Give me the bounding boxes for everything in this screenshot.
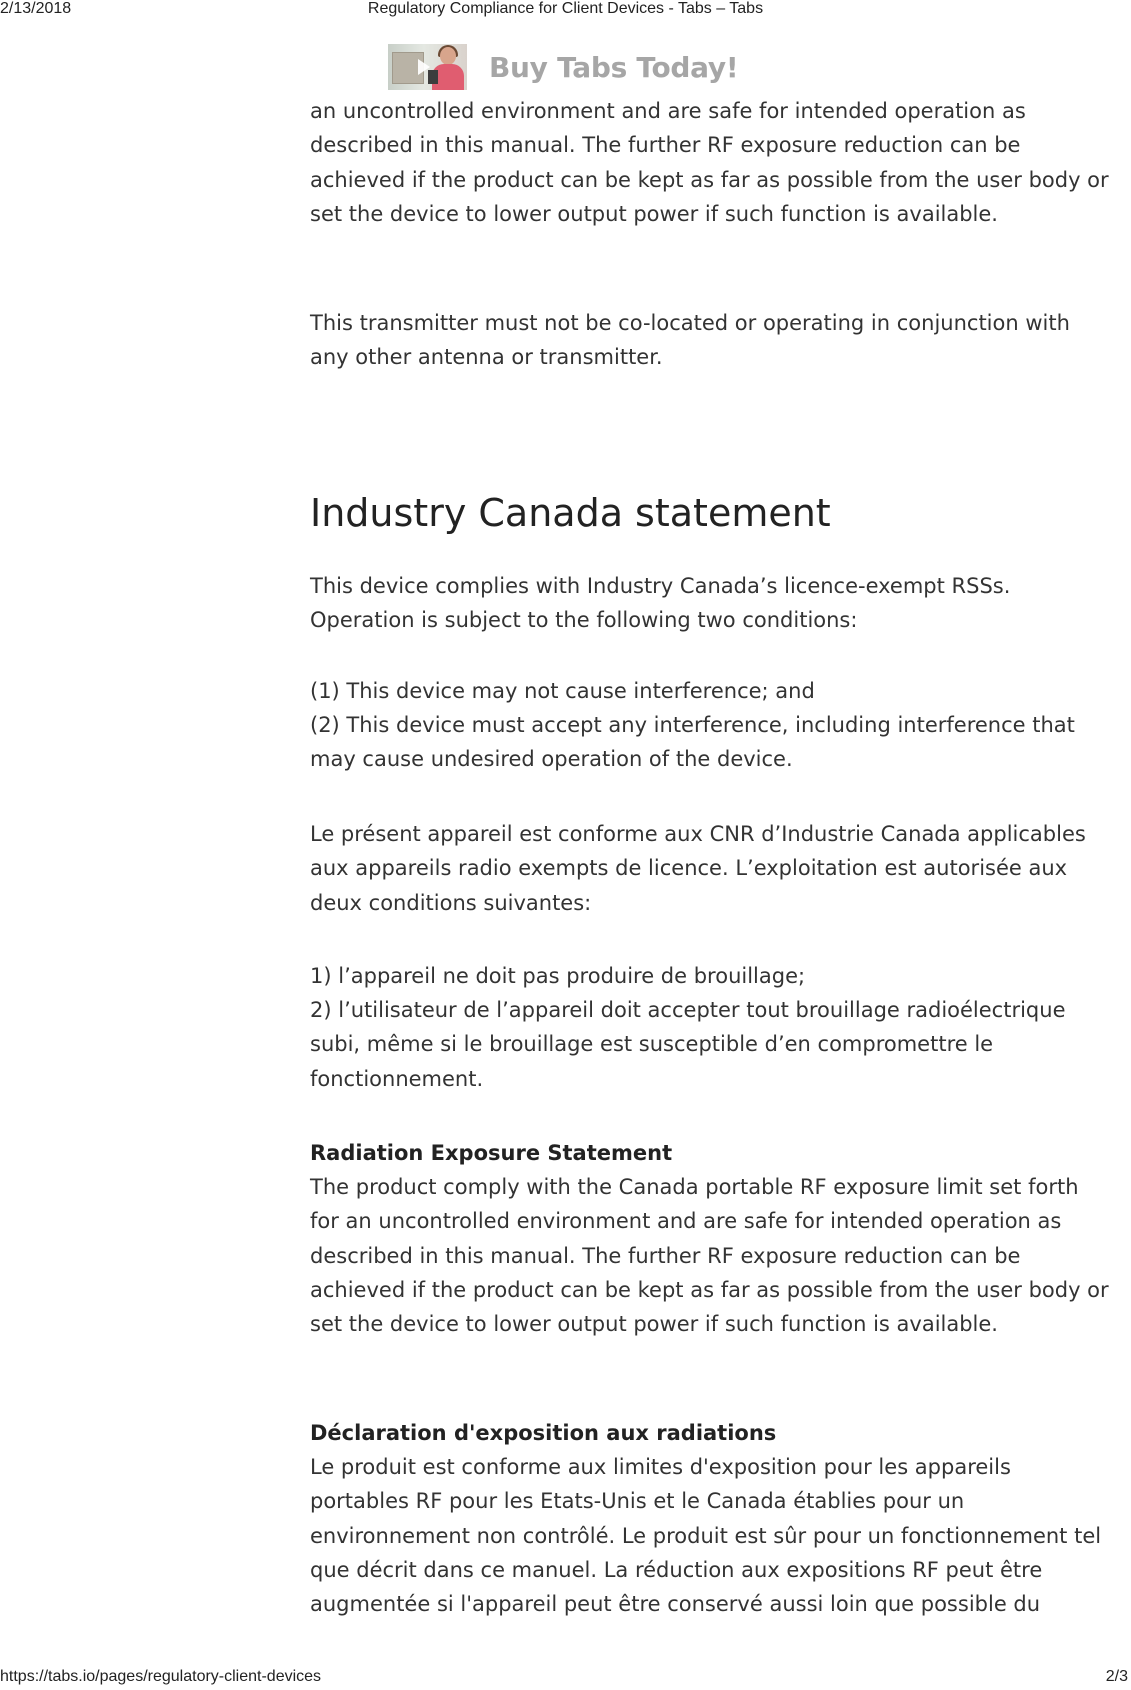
play-icon xyxy=(418,59,430,75)
subheading-radiation-exposure: Radiation Exposure Statement xyxy=(310,1141,673,1165)
print-date: 2/13/2018 xyxy=(0,0,72,17)
paragraph-declaration-exposition: Le produit est conforme aux limites d'exposition pour les appareils portables RF pour les Etats-Unis et le Canada établies pour un environnement non contrôlé. Le produit est sûr pour un fonctionnement tel que décrit dans ce manuel. La réduction aux expositions RF peut être augmentée si l'appareil peut être conservé aussi loin que possible du xyxy=(310,1455,1102,1617)
buy-tabs-banner[interactable] xyxy=(388,44,738,90)
heading-industry-canada: Industry Canada statement xyxy=(310,491,831,535)
ic-french-condition-1: 1) l’appareil ne doit pas produire de brouillage; xyxy=(310,964,806,988)
paragraph-co-location: This transmitter must not be co-located or operating in conjunction with any other antenna or transmitter. xyxy=(310,311,1070,370)
ic-french-condition-2: 2) l’utilisateur de l’appareil doit accepter tout brouillage radioélectrique subi, même si le brouillage est susceptible d’en compromettre le fonctionnement. xyxy=(310,998,1066,1091)
print-page-title: Regulatory Compliance for Client Devices - Tabs – Tabs xyxy=(367,0,764,17)
paragraph-rf-exposure-continued: an uncontrolled environment and are safe for intended operation as described in this manual. The further RF exposure reduction can be achieved if the product can be kept as far as possible from the user body or set the device to lower output power if such function is available. xyxy=(310,99,1109,226)
print-page-number: 2/3 xyxy=(1105,1668,1128,1685)
print-footer xyxy=(0,1668,1131,1690)
paragraph-radiation-exposure: The product comply with the Canada portable RF exposure limit set forth for an uncontrolled environment and are safe for intended operation as described in this manual. The further RF exposure reduction can be achieved if the product can be kept as far as possible from the user body or set the device to lower output power if such function is available. xyxy=(310,1175,1109,1337)
print-url: https://tabs.io/pages/regulatory-client-devices xyxy=(0,1668,322,1685)
buy-tabs-link[interactable]: Buy Tabs Today! xyxy=(489,50,739,84)
paragraph-ic-french-intro: Le présent appareil est conforme aux CNR d’Industrie Canada applicables aux appareils radio exempts de licence. L’exploitation est autorisée aux deux conditions suivantes: xyxy=(310,822,1086,915)
video-thumbnail[interactable] xyxy=(388,44,467,90)
paragraph-ic-intro: This device complies with Industry Canada’s licence-exempt RSSs. Operation is subject to the following two conditions: xyxy=(310,574,1011,633)
ic-condition-2: (2) This device must accept any interference, including interference that may cause undesired operation of the device. xyxy=(310,713,1075,772)
subheading-declaration-exposition: Déclaration d'exposition aux radiations xyxy=(310,1421,777,1445)
print-header xyxy=(0,0,1131,22)
ic-condition-1: (1) This device may not cause interference; and xyxy=(310,679,815,703)
